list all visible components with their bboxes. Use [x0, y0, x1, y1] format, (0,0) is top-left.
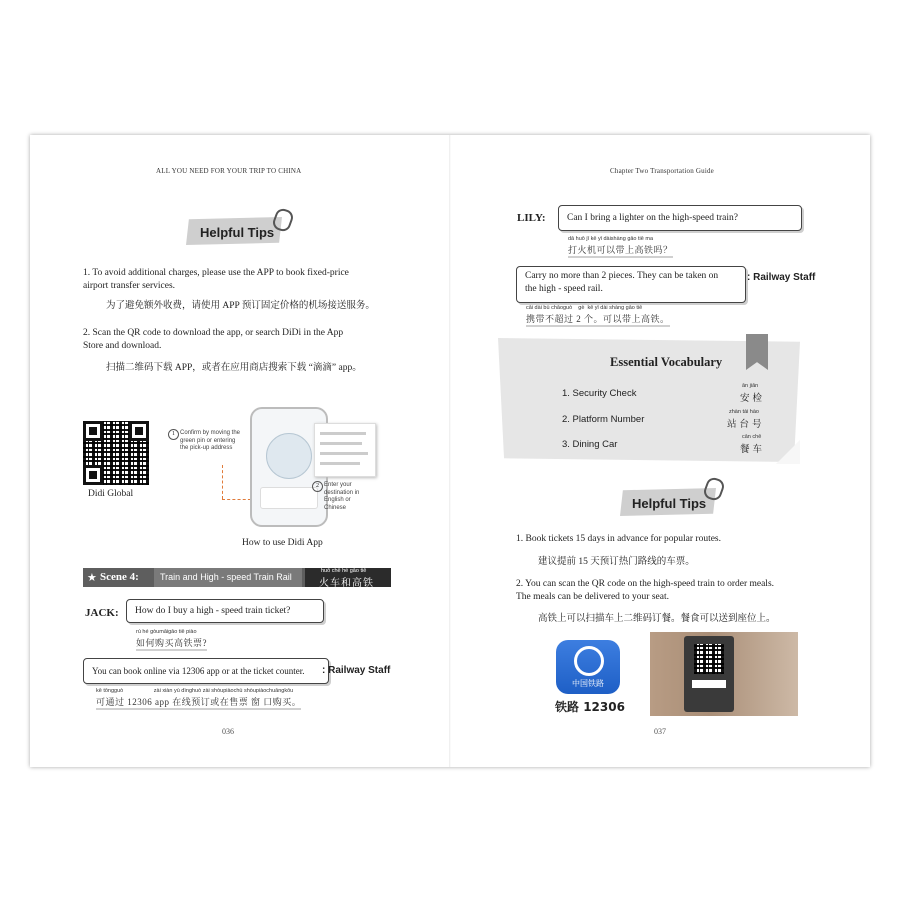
map-pin-area	[266, 433, 312, 479]
vocab-item-en: 3. Dining Car	[562, 439, 618, 450]
train-qr-photo	[650, 632, 798, 716]
staff-answer-bubble: You can book online via 12306 app or at the ticket counter.	[83, 658, 329, 684]
result-row	[320, 462, 360, 465]
railway-staff-label: : Railway Staff	[322, 665, 391, 676]
step1-line3: the pick-up address	[180, 445, 233, 451]
jack-pinyin: rú hé gòumǎigāo tiě piào	[136, 629, 197, 635]
tip1-en-right: 1. Book tickets 15 days in advance for popular routes.	[516, 534, 721, 544]
step1-line1: Confirm by moving the	[180, 430, 241, 436]
app-name-zh: 中国铁路	[572, 679, 604, 688]
helpful-tips-title: Helpful Tips	[200, 225, 275, 240]
didi-app-illustration	[162, 415, 382, 535]
qr-sticker-label	[692, 680, 726, 688]
tip1-zh-right: 建议提前 15 天预订热门路线的车票。	[538, 557, 695, 567]
railway-12306-app-icon	[536, 632, 644, 716]
step2-line4: Chinese	[324, 504, 347, 511]
scene-topic: Train and High - speed Train Rail	[160, 572, 292, 582]
step2-line1: Enter your	[324, 482, 352, 488]
scene-bar	[83, 568, 391, 587]
route-line-vertical	[222, 465, 223, 499]
tip2-en-line2: Store and download.	[83, 340, 162, 351]
staff-pinyin: kě tōngguò zài xiàn yù dìnghuò zài shòupiàochù shòupiàochuāngkǒu	[96, 688, 294, 694]
lily-label: LILY:	[517, 212, 546, 224]
lily-question-bubble: Can I bring a lighter on the high-speed train?	[558, 205, 802, 231]
vocab-item-pinyin: ān jiǎn	[742, 383, 759, 389]
left-page	[30, 135, 450, 767]
scene-label: Scene 4:	[100, 571, 139, 583]
lily-zh: 打火机可以带上高铁吗？	[568, 243, 673, 258]
tip2-en-line1: 2. Scan the QR code to download the app, or search DiDi in the App	[83, 328, 344, 338]
step1-line2: green pin or entering	[180, 437, 236, 444]
railway-logo-icon	[556, 640, 620, 694]
step2-text	[324, 482, 359, 512]
pickup-card	[260, 487, 318, 509]
app-label: 铁路 12306	[555, 700, 625, 714]
tip1-en	[83, 267, 401, 292]
scene-zh: 火车和高铁	[319, 578, 374, 589]
jack-label: JACK:	[85, 607, 119, 619]
staff-answer-line2: the high - speed rail.	[525, 283, 603, 294]
tip1-en-line2: airport transfer services.	[83, 280, 176, 291]
result-row	[320, 452, 368, 455]
tip2-en-right	[516, 578, 826, 603]
railway-staff-label-right: : Railway Staff	[747, 272, 816, 283]
jack-zh: 如何购买高铁票?	[136, 636, 207, 651]
vocabulary-title: Essential Vocabulary	[610, 355, 723, 369]
staff-zh-right: 携带不超过 2 个。可以带上高铁。	[526, 312, 670, 327]
staff-zh: 可通过 12306 app 在线预订或在售票 窗 口购买。	[96, 695, 301, 710]
staff-answer-bubble-right	[516, 266, 746, 303]
didi-qr-code	[83, 421, 149, 485]
seatback-panel	[684, 636, 734, 712]
tip2-en	[83, 327, 401, 352]
qr-finder-icon	[83, 465, 103, 485]
vocab-item-pinyin: cān chē	[742, 434, 762, 440]
staff-answer-line1: Carry no more than 2 pieces. They can be taken on	[525, 271, 719, 281]
vocab-item-en: 1. Security Check	[562, 388, 637, 399]
tip2-en-line2-right: The meals can be delivered to your seat.	[516, 591, 669, 602]
result-row	[320, 442, 362, 445]
qr-finder-icon	[83, 421, 103, 441]
tip2-zh-right: 高铁上可以扫描车上二维码订餐。餐食可以送到座位上。	[538, 614, 776, 624]
step1-text	[180, 430, 240, 453]
figure-caption: How to use Didi App	[242, 538, 323, 548]
tip1-en-line1: 1. To avoid additional charges, please use the APP to book fixed-price	[83, 268, 349, 278]
vocab-item-zh: 餐车	[740, 445, 766, 455]
tip1-zh: 为了避免额外收费，请使用 APP 预订固定价格的机场接送服务。	[106, 301, 375, 311]
train-qr-code	[694, 644, 724, 674]
qr-finder-icon	[129, 421, 149, 441]
step2-number-icon: 2	[312, 481, 323, 492]
page-number-right: 037	[654, 727, 666, 736]
running-head-right: Chapter Two Transportation Guide	[610, 167, 714, 175]
page-number-left: 036	[222, 727, 234, 736]
qr-caption: Didi Global	[88, 489, 134, 499]
tip2-zh: 扫描二维码下载 APP，或者在应用商店搜索下载 “滴滴” app。	[106, 363, 362, 373]
vocab-item-en: 2. Platform Number	[562, 414, 645, 425]
running-head-left: ALL YOU NEED FOR YOUR TRIP TO CHINA	[156, 167, 302, 175]
helpful-tips-title-right: Helpful Tips	[632, 496, 707, 511]
scene-pinyin: huǒ chē hé gāo tiě	[321, 568, 367, 574]
vocab-item-zh: 安检	[740, 394, 766, 404]
railway-emblem-icon	[574, 646, 604, 676]
destination-panel	[314, 423, 376, 477]
step1-number-icon: 1	[168, 429, 179, 440]
step2-line2: destination in	[324, 489, 360, 496]
vocab-item-pinyin: zhàn tái hào	[729, 409, 759, 415]
vocab-item-zh: 站台号	[727, 420, 765, 430]
star-icon: ★	[87, 572, 97, 584]
jack-question-bubble: How do I buy a high - speed train ticket?	[126, 599, 324, 623]
lily-pinyin: dǎ huǒ jī kě yǐ dàishàng gāo tiě ma	[568, 236, 654, 242]
scene-zh-box	[305, 568, 391, 587]
step2-line3: English or	[324, 497, 351, 503]
result-row	[320, 432, 366, 435]
tip2-en-line1-right: 2. You can scan the QR code on the high-speed train to order meals.	[516, 579, 775, 589]
staff-pinyin-right: cǎi dài bù chāoguò gè kě yǐ dài shàng gāo tiě	[526, 305, 643, 311]
